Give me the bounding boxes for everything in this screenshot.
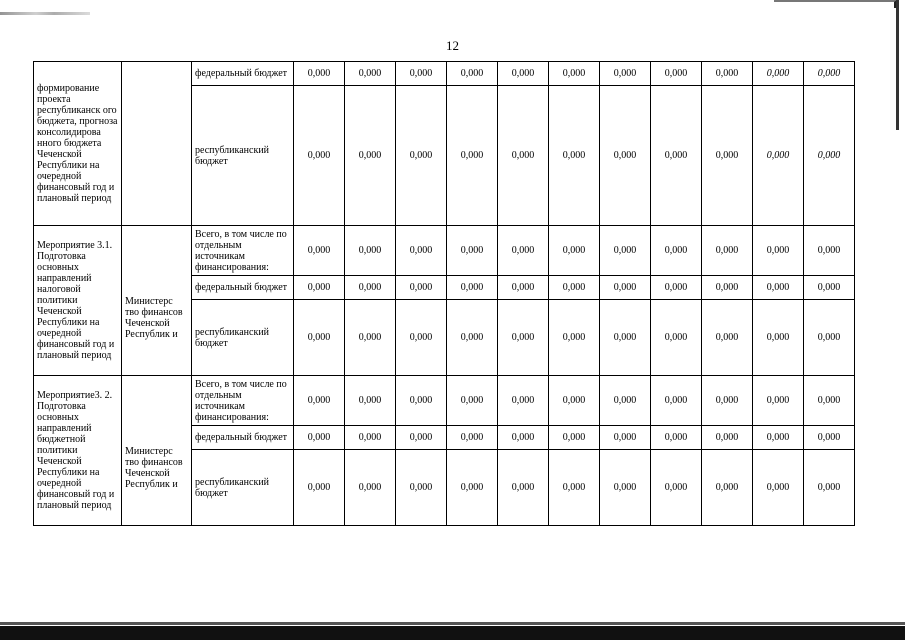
table-body — [34, 62, 855, 526]
value-cell: 0,000 — [498, 276, 549, 300]
value-cell: 0,000 — [396, 376, 447, 426]
value-cell: 0,000 — [600, 426, 651, 450]
value-cell: 0,000 — [651, 450, 702, 526]
value-cell: 0,000 — [447, 86, 498, 226]
funding-source-cell: федеральный бюджет — [192, 276, 294, 300]
value-cell: 0,000 — [804, 450, 855, 526]
value-cell: 0,000 — [294, 86, 345, 226]
value-cell: 0,000 — [702, 226, 753, 276]
funding-source-cell: Всего, в том числе по отдельным источникам финансирования: — [192, 226, 294, 276]
value-cell: 0,000 — [600, 450, 651, 526]
value-cell: 0,000 — [702, 62, 753, 86]
responsible-org-cell: Министерс тво финансов Чеченской Республик и — [122, 226, 192, 376]
funding-source-cell: республиканский бюджет — [192, 450, 294, 526]
activity-name-cell: Мероприятие 3.1. Подготовка основных направлений налоговой политики Чеченской Республики на очередной финансовый год и плановый период — [34, 226, 122, 376]
funding-source-cell: республиканский бюджет — [192, 86, 294, 226]
funding-source-cell: республиканский бюджет — [192, 300, 294, 376]
value-cell: 0,000 — [600, 300, 651, 376]
value-cell: 0,000 — [447, 226, 498, 276]
value-cell: 0,000 — [702, 450, 753, 526]
value-cell: 0,000 — [498, 86, 549, 226]
value-cell: 0,000 — [396, 86, 447, 226]
value-cell: 0,000 — [345, 426, 396, 450]
value-cell: 0,000 — [753, 426, 804, 450]
value-cell: 0,000 — [702, 376, 753, 426]
value-cell: 0,000 — [651, 226, 702, 276]
value-cell: 0,000 — [498, 376, 549, 426]
value-cell: 0,000 — [396, 62, 447, 86]
activity-name-cell: Мероприятие3. 2. Подготовка основных направлений бюджетной политики Чеченской Республики на очередной финансовый год и плановый период — [34, 376, 122, 526]
value-cell: 0,000 — [651, 426, 702, 450]
value-cell: 0,000 — [702, 86, 753, 226]
value-cell: 0,000 — [447, 300, 498, 376]
value-cell: 0,000 — [345, 300, 396, 376]
value-cell: 0,000 — [396, 450, 447, 526]
value-cell: 0,000 — [651, 62, 702, 86]
value-cell: 0,000 — [600, 62, 651, 86]
scan-artifact-top-right — [774, 0, 897, 8]
funding-source-cell: федеральный бюджет — [192, 426, 294, 450]
value-cell: 0,000 — [600, 376, 651, 426]
value-cell: 0,000 — [651, 86, 702, 226]
budget-table — [33, 61, 855, 526]
funding-source-cell: Всего, в том числе по отдельным источникам финансирования: — [192, 376, 294, 426]
value-cell: 0,000 — [396, 300, 447, 376]
value-cell: 0,000 — [804, 62, 855, 86]
value-cell: 0,000 — [549, 376, 600, 426]
table-row — [34, 226, 855, 276]
value-cell: 0,000 — [294, 62, 345, 86]
value-cell: 0,000 — [753, 450, 804, 526]
value-cell: 0,000 — [600, 86, 651, 226]
value-cell: 0,000 — [702, 300, 753, 376]
value-cell: 0,000 — [294, 226, 345, 276]
value-cell: 0,000 — [651, 276, 702, 300]
value-cell: 0,000 — [549, 62, 600, 86]
value-cell: 0,000 — [498, 426, 549, 450]
activity-name-cell: формирование проекта республиканск ого бюджета, прогноза консолидирова нного бюджета Чеченской Республики на очередной финансовый год и плановый период — [34, 62, 122, 226]
scan-artifact-bottom-band — [0, 626, 905, 640]
value-cell: 0,000 — [345, 226, 396, 276]
value-cell: 0,000 — [753, 300, 804, 376]
table-row — [34, 62, 855, 86]
value-cell: 0,000 — [447, 376, 498, 426]
value-cell: 0,000 — [498, 450, 549, 526]
value-cell: 0,000 — [345, 450, 396, 526]
value-cell: 0,000 — [294, 376, 345, 426]
value-cell: 0,000 — [549, 276, 600, 300]
value-cell: 0,000 — [447, 426, 498, 450]
scan-artifact-top-left — [0, 12, 90, 15]
scan-artifact-right-edge — [896, 0, 899, 130]
value-cell: 0,000 — [396, 426, 447, 450]
value-cell: 0,000 — [549, 226, 600, 276]
value-cell: 0,000 — [600, 226, 651, 276]
value-cell: 0,000 — [498, 300, 549, 376]
value-cell: 0,000 — [294, 426, 345, 450]
value-cell: 0,000 — [651, 376, 702, 426]
value-cell: 0,000 — [294, 276, 345, 300]
value-cell: 0,000 — [753, 376, 804, 426]
value-cell: 0,000 — [549, 450, 600, 526]
value-cell: 0,000 — [345, 276, 396, 300]
value-cell: 0,000 — [294, 450, 345, 526]
value-cell: 0,000 — [753, 86, 804, 226]
value-cell: 0,000 — [447, 276, 498, 300]
value-cell: 0,000 — [804, 426, 855, 450]
value-cell: 0,000 — [651, 300, 702, 376]
value-cell: 0,000 — [804, 376, 855, 426]
value-cell: 0,000 — [396, 226, 447, 276]
value-cell: 0,000 — [753, 226, 804, 276]
value-cell: 0,000 — [549, 300, 600, 376]
value-cell: 0,000 — [753, 62, 804, 86]
value-cell: 0,000 — [702, 426, 753, 450]
value-cell: 0,000 — [600, 276, 651, 300]
value-cell: 0,000 — [345, 86, 396, 226]
value-cell: 0,000 — [549, 426, 600, 450]
value-cell: 0,000 — [498, 226, 549, 276]
value-cell: 0,000 — [804, 226, 855, 276]
responsible-org-cell — [122, 62, 192, 226]
value-cell: 0,000 — [804, 276, 855, 300]
value-cell: 0,000 — [447, 450, 498, 526]
page-number: 12 — [446, 38, 459, 53]
value-cell: 0,000 — [702, 276, 753, 300]
value-cell: 0,000 — [498, 62, 549, 86]
value-cell: 0,000 — [447, 62, 498, 86]
table-row — [34, 376, 855, 426]
value-cell: 0,000 — [549, 86, 600, 226]
value-cell: 0,000 — [396, 276, 447, 300]
value-cell: 0,000 — [804, 86, 855, 226]
value-cell: 0,000 — [345, 376, 396, 426]
value-cell: 0,000 — [345, 62, 396, 86]
value-cell: 0,000 — [294, 300, 345, 376]
value-cell: 0,000 — [804, 300, 855, 376]
funding-source-cell: федеральный бюджет — [192, 62, 294, 86]
responsible-org-cell: Министерс тво финансов Чеченской Республик и — [122, 376, 192, 526]
value-cell: 0,000 — [753, 276, 804, 300]
